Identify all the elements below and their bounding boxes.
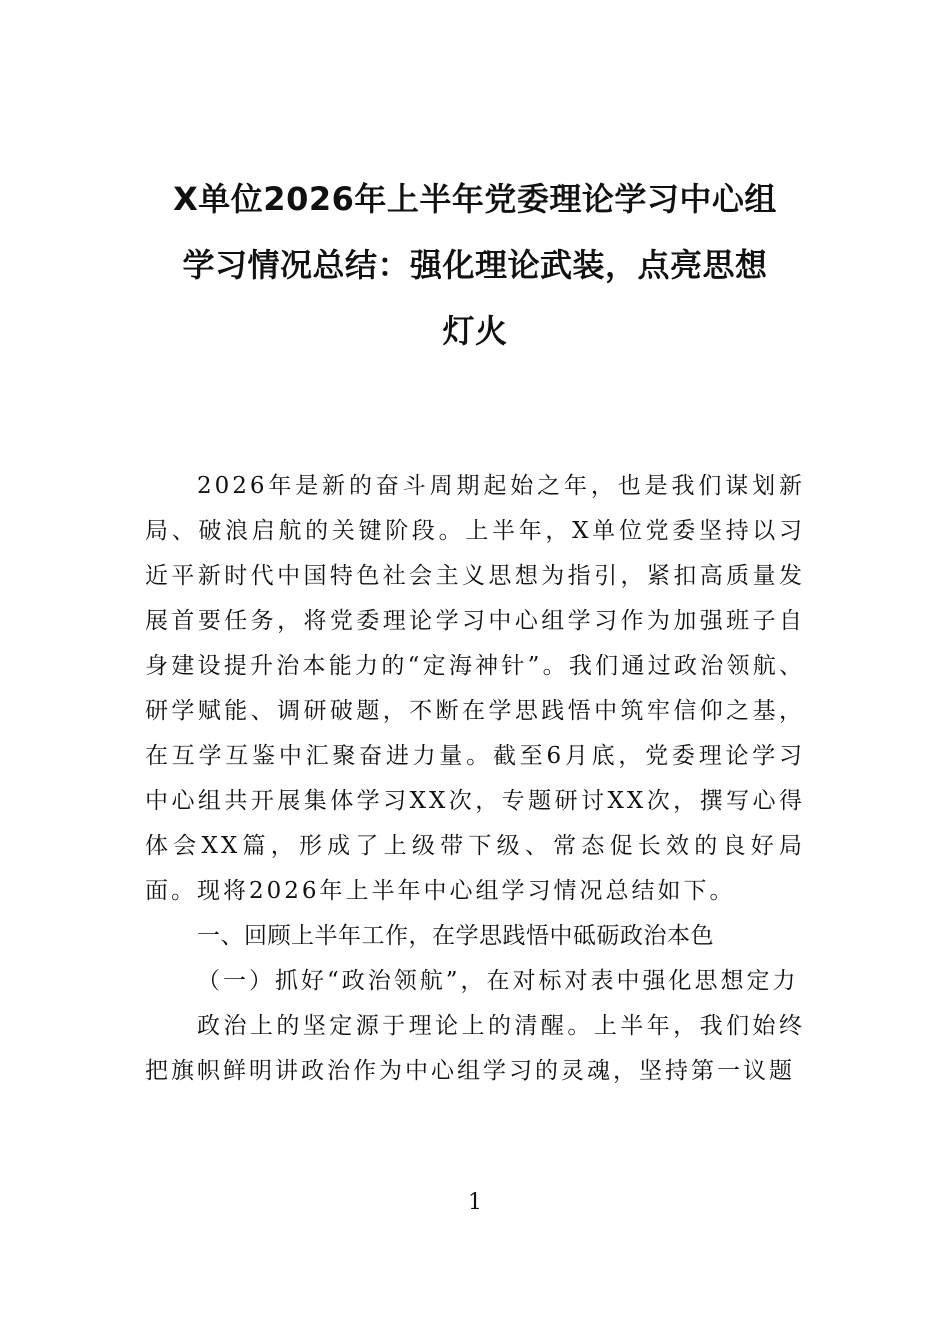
subsection-paragraph: 政治上的坚定源于理论上的清醒。上半年，我们始终把旗帜鲜明讲政治作为中心组学习的灵魂，坚持第一议题 [145, 1013, 805, 1084]
intro-paragraph: 2026年是新的奋斗周期起始之年，也是我们谋划新局、破浪启航的关键阶段。上半年，X单位党委坚持以习近平新时代中国特色社会主义思想为指引，紧扣高质量发展首要任务，将党委理论学习中心组学习作为加强班子自身建设提升治本能力的“定海神针”。我们通过政治领航、研学赋能、调研破题，不断在学思践悟中筑牢信仰之基，在互学互鉴中汇聚奋进力量。截至6月底，党委理论学习中心组共开展集体学习XX次，专题研讨XX次，撰写心得体会XX篇，形成了上级带下级、常态促长效的良好局面。现将2026年上半年中心组学习情况总结如下。 [145, 473, 805, 904]
title-line: 灯火 [442, 312, 508, 350]
subsection-heading: （一）抓好“政治领航”，在对标对表中强化思想定力 [197, 968, 799, 994]
section-heading: 一、回顾上半年工作，在学思践悟中砥砺政治本色 [197, 923, 714, 949]
document-body [145, 464, 805, 1094]
title-line: 学习情况总结：强化理论武装，点亮思想 [182, 246, 768, 284]
document-title [140, 166, 810, 364]
title-line: X单位2026年上半年党委理论学习中心组 [173, 180, 777, 218]
page-number: 1 [468, 1190, 482, 1215]
